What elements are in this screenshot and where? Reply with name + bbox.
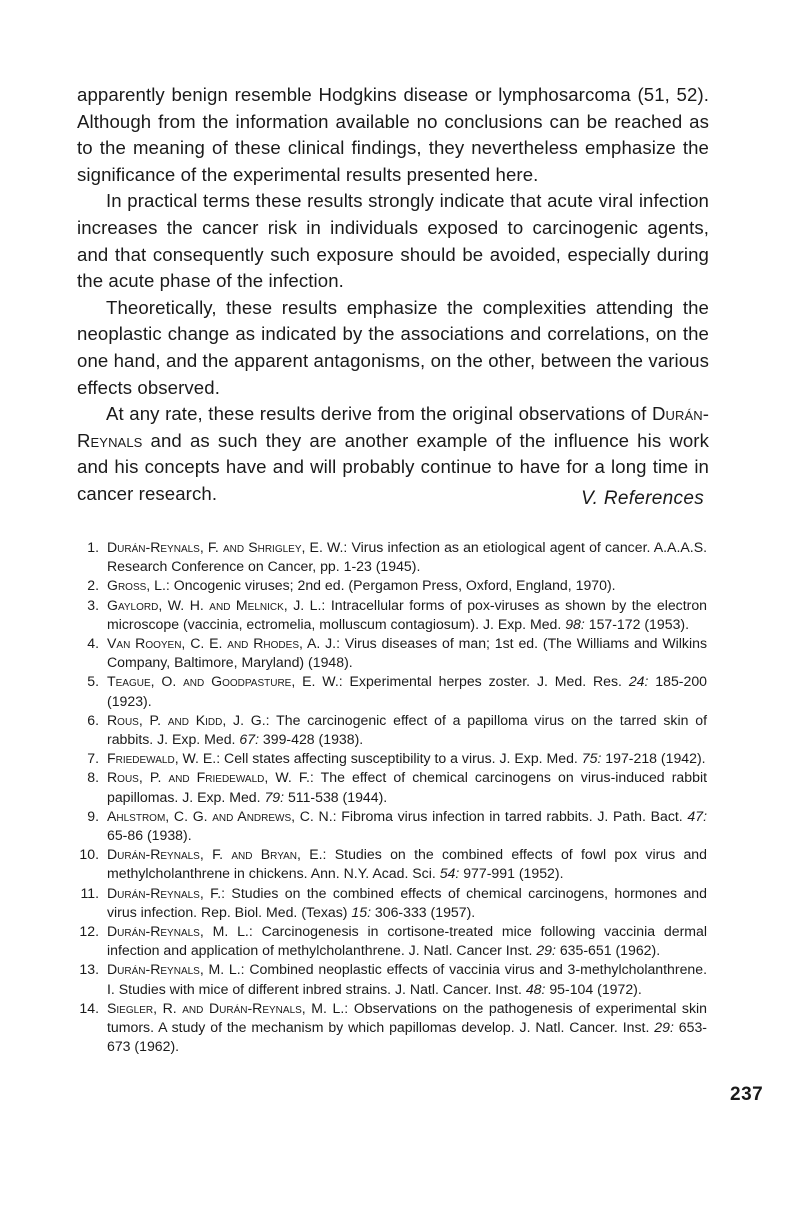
reference-volume: 75:: [581, 750, 602, 767]
reference-authors: Van Rooyen, C. E. and Rhodes, A. J.:: [107, 635, 341, 652]
reference-text: The carcinogenic effect of a papilloma virus on the tarred skin of rabbits. J. Exp. Med.: [107, 711, 707, 748]
reference-item: [77, 922, 707, 960]
reference-number: 14.: [79, 999, 99, 1016]
reference-list: [77, 538, 707, 1056]
reference-pages: 653-673 (1962).: [107, 1019, 708, 1055]
reference-text: Intracellular forms of pox-viruses as shown by the electron microscope (vaccinia, ectromelia, molluscum contagiosum). J. Exp. Med.: [107, 596, 708, 632]
reference-item: [77, 884, 707, 922]
reference-pages: 635-651 (1962).: [555, 942, 661, 959]
reference-item: [77, 596, 707, 634]
reference-volume: 98:: [565, 615, 585, 632]
reference-number: 6.: [87, 711, 99, 728]
reference-item: [77, 749, 707, 768]
reference-number: 1.: [87, 539, 99, 555]
reference-authors: Rous, P. and Friedewald, W. F.:: [107, 769, 314, 786]
reference-pages: 95-104 (1972).: [545, 980, 642, 997]
reference-pages: 157-172 (1953).: [584, 615, 690, 632]
reference-text: Observations on the pathogenesis of experimental skin tumors. A study of the mechanism by which papillomas develop. J. Natl. Cancer. Inst.: [107, 999, 707, 1036]
reference-number: 9.: [87, 807, 99, 824]
reference-volume: 24:: [628, 673, 649, 690]
reference-number: 3.: [87, 596, 99, 613]
reference-authors: Gaylord, W. H. and Melnick, J. L.:: [107, 596, 326, 613]
reference-volume: 48:: [525, 980, 546, 997]
reference-pages: 65-86 (1938).: [107, 827, 192, 844]
reference-pages: 511-538 (1944).: [284, 788, 388, 805]
reference-pages: 306-333 (1957).: [370, 903, 476, 920]
reference-volume: 29:: [654, 1019, 674, 1036]
reference-authors: Ahlstrom, C. G. and Andrews, C. N.:: [107, 807, 337, 824]
reference-number: 2.: [87, 577, 99, 594]
reference-volume: 47:: [687, 807, 708, 824]
reference-number: 13.: [79, 961, 99, 978]
reference-item: [77, 711, 707, 749]
reference-text: The effect of chemical carcinogens on virus-induced rabbit papillomas. J. Exp. Med.: [107, 769, 707, 805]
paragraph-4-before: At any rate, these results derive from the original observations of: [106, 403, 652, 425]
reference-item: [77, 845, 707, 883]
paragraph-4-after: and as such they are another example of the influence his work and his concepts have and will probably continue to have for a long time in cancer research.: [77, 429, 709, 504]
reference-authors: Durán-Reynals, F. and Bryan, E.:: [107, 846, 327, 863]
reference-pages: 197-218 (1942).: [601, 750, 706, 767]
reference-number: 12.: [79, 923, 99, 940]
author-name: Durán-Reynals: [77, 403, 709, 451]
reference-item: [77, 634, 707, 672]
reference-text: Virus infection as an etiological agent of cancer. A.A.A.S. Research Conference on Cancer, pp. 1-23 (1945).: [107, 539, 708, 575]
reference-text: Experimental herpes zoster. J. Med. Res.: [342, 673, 629, 690]
reference-item: [77, 807, 707, 845]
reference-text: Studies on the combined effects of chemical carcinogens, hormones and virus infection. Rep. Biol. Med. (Texas): [107, 884, 707, 920]
body-text: [77, 82, 709, 508]
reference-authors: Durán-Reynals, M. L.:: [107, 923, 253, 940]
reference-item: [77, 768, 707, 806]
reference-authors: Rous, P. and Kidd, J. G.:: [107, 711, 270, 728]
reference-number: 10.: [79, 846, 99, 863]
paragraph-2: In practical terms these results strongly indicate that acute viral infection increases the cancer risk in individuals exposed to carcinogenic agents, and that consequently such exposure should be avoided, especially during the acute phase of the infection.: [77, 190, 709, 292]
reference-text: Studies on the combined effects of fowl pox virus and methylcholanthrene in chickens. Ann. N.Y. Acad. Sci.: [107, 846, 707, 882]
reference-authors: Durán-Reynals, M. L.:: [107, 961, 245, 978]
reference-volume: 67:: [239, 731, 259, 748]
reference-number: 5.: [87, 673, 99, 690]
reference-authors: Siegler, R. and Durán-Reynals, M. L.:: [107, 999, 349, 1016]
section-heading: V. References: [581, 488, 704, 509]
reference-text: Carcinogenesis in cortisone-treated mice following vaccinia dermal infection and application of methylcholanthrene. J. Natl. Cancer Inst.: [107, 923, 708, 959]
reference-item: [77, 999, 707, 1057]
reference-item: [77, 672, 707, 710]
reference-volume: 29:: [536, 942, 556, 959]
reference-pages: 977-991 (1952).: [459, 865, 564, 882]
reference-number: 4.: [87, 635, 99, 652]
reference-volume: 15:: [351, 903, 371, 920]
reference-pages: 399-428 (1938).: [258, 731, 364, 748]
reference-text: Oncogenic viruses; 2nd ed. (Pergamon Press, Oxford, England, 1970).: [169, 577, 616, 594]
reference-authors: Durán-Reynals, F. and Shrigley, E. W.:: [107, 539, 348, 555]
paragraph-1: apparently benign resemble Hodgkins disease or lymphosarcoma (51, 52). Although from the information available no conclusions can be reached as to the meaning of these clinical findings, they nevertheless emphasize the significance of the experimental results presented here.: [77, 84, 709, 185]
reference-authors: Teague, O. and Goodpasture, E. W.:: [107, 673, 343, 690]
paragraph-3: Theoretically, these results emphasize the complexities attending the neoplastic change as indicated by the associations and correlations, on the one hand, and the apparent antagonisms, on the other, between the various effects observed.: [77, 296, 709, 398]
reference-number: 7.: [87, 750, 99, 767]
reference-item: [77, 538, 707, 576]
reference-text: Combined neoplastic effects of vaccinia virus and 3-methylcholanthrene. I. Studies with mice of different inbred strains. J. Natl. Cancer. Inst.: [107, 961, 708, 997]
reference-pages: 185-200 (1923).: [107, 673, 708, 709]
reference-item: [77, 960, 707, 998]
reference-volume: 54:: [439, 865, 460, 882]
reference-authors: Friedewald, W. E.:: [107, 750, 221, 767]
reference-volume: 79:: [264, 788, 285, 805]
page-number: 237: [730, 1084, 764, 1105]
reference-item: [77, 576, 707, 595]
reference-text: Virus diseases of man; 1st ed. (The Williams and Wilkins Company, Baltimore, Maryland) (1948).: [107, 635, 707, 671]
reference-number: 11.: [80, 884, 99, 901]
reference-text: Cell states affecting susceptibility to a virus. J. Exp. Med.: [220, 750, 582, 767]
reference-number: 8.: [87, 769, 99, 786]
reference-authors: Gross, L.:: [107, 577, 170, 594]
reference-text: Fibroma virus infection in tarred rabbits. J. Path. Bact.: [336, 807, 688, 824]
reference-authors: Durán-Reynals, F.:: [107, 884, 226, 901]
